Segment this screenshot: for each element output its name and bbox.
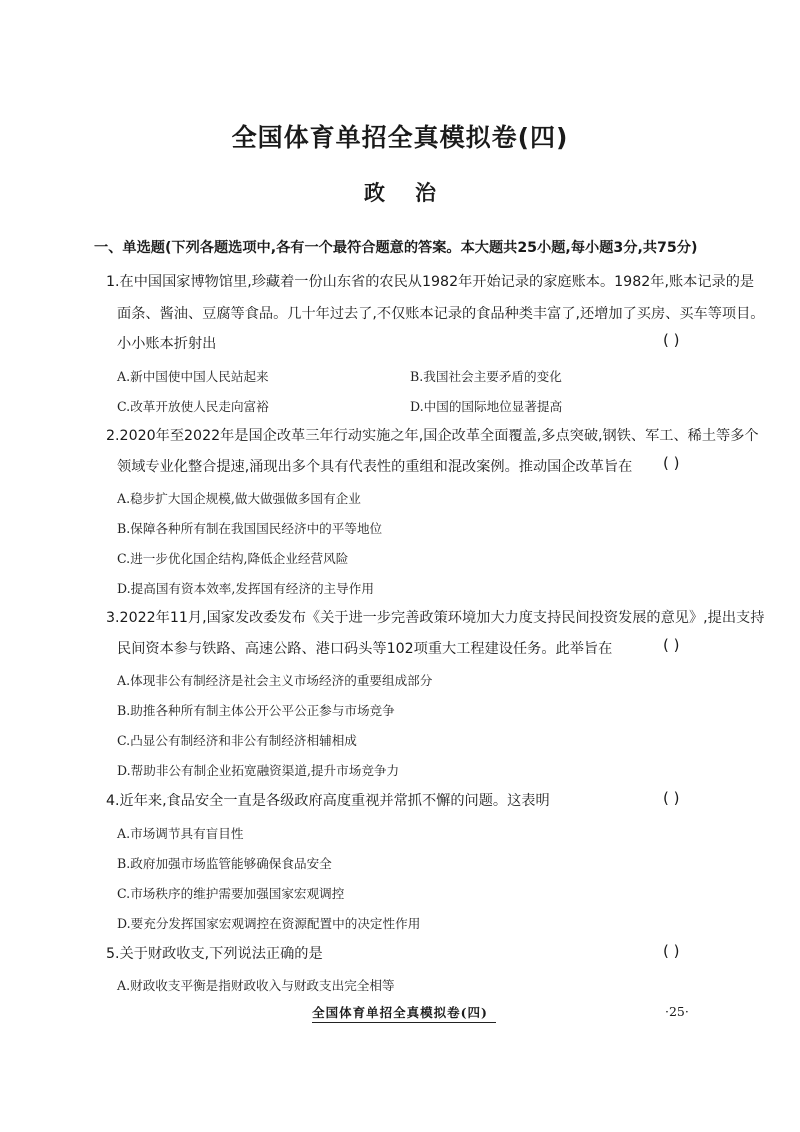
subject-title: 政治	[364, 181, 466, 205]
question-4-option-b: B.政府加强市场监管能够确保食品安全	[117, 856, 332, 871]
question-1-option-b: B.我国社会主要矛盾的变化	[410, 369, 562, 384]
question-4-option-a: A.市场调节具有盲目性	[117, 826, 244, 841]
question-1-stem-line-1: 1.在中国国家博物馆里,珍藏着一份山东省的农民从1982年开始记录的家庭账本。1982年,账本记录的是	[106, 274, 755, 290]
question-5-option-a: A.财政收支平衡是指财政收入与财政支出完全相等	[117, 978, 395, 993]
question-3-stem-line-1: 3.2022年11月,国家发改委发布《关于进一步完善政策环境加大力度支持民间投资发展的意见》,提出支持	[106, 610, 765, 626]
question-5-answer-paren: ( )	[663, 942, 680, 960]
question-1-option-c: C.改革开放使人民走向富裕	[117, 399, 269, 414]
question-3-option-c: C.凸显公有制经济和非公有制经济相辅相成	[117, 733, 357, 748]
question-2-answer-paren: ( )	[663, 454, 680, 472]
question-4-option-d: D.要充分发挥国家宏观调控在资源配置中的决定性作用	[117, 916, 421, 931]
exam-title: 全国体育单招全真模拟卷(四)	[231, 123, 569, 152]
question-2-option-d: D.提高国有资本效率,发挥国有经济的主导作用	[117, 581, 374, 596]
footer-underline	[312, 1022, 496, 1023]
question-1-option-d: D.中国的国际地位显著提高	[410, 399, 563, 414]
question-2-option-c: C.进一步优化国企结构,降低企业经营风险	[117, 551, 349, 566]
question-2-option-a: A.稳步扩大国企规模,做大做强做多国有企业	[117, 491, 361, 506]
question-2-option-b: B.保障各种所有制在我国国民经济中的平等地位	[117, 521, 383, 536]
section-heading: 一、单选题(下列各题选项中,各有一个最符合题意的答案。本大题共25小题,每小题3分,共75分)	[94, 240, 698, 256]
question-1-stem-line-2: 面条、酱油、豆腐等食品。几十年过去了,不仅账本记录的食品种类丰富了,还增加了买房、买车等项目。	[117, 306, 765, 322]
question-1-stem-line-3: 小小账本折射出	[117, 336, 217, 352]
footer-title: 全国体育单招全真模拟卷(四)	[312, 1005, 488, 1020]
question-2-stem-line-1: 2.2020年至2022年是国企改革三年行动实施之年,国企改革全面覆盖,多点突破,钢铁、军工、稀土等多个	[106, 428, 759, 444]
page-number: ·25·	[665, 1004, 689, 1019]
question-3-stem-line-2: 民间资本参与铁路、高速公路、港口码头等102项重大工程建设任务。此举旨在	[117, 641, 613, 657]
question-3-option-d: D.帮助非公有制企业拓宽融资渠道,提升市场竞争力	[117, 763, 400, 778]
question-5-stem-line-1: 5.关于财政收支,下列说法正确的是	[106, 946, 323, 962]
question-1-option-a: A.新中国使中国人民站起来	[117, 369, 269, 384]
question-3-answer-paren: ( )	[663, 636, 680, 654]
question-4-answer-paren: ( )	[663, 789, 680, 807]
question-3-option-b: B.助推各种所有制主体公开公平公正参与市场竞争	[117, 703, 395, 718]
question-2-stem-line-2: 领域专业化整合提速,涌现出多个具有代表性的重组和混改案例。推动国企改革旨在	[117, 459, 633, 475]
question-4-option-c: C.市场秩序的维护需要加强国家宏观调控	[117, 886, 345, 901]
question-3-option-a: A.体现非公有制经济是社会主义市场经济的重要组成部分	[117, 673, 433, 688]
question-1-answer-paren: ( )	[663, 331, 680, 349]
question-4-stem-line-1: 4.近年来,食品安全一直是各级政府高度重视并常抓不懈的问题。这表明	[106, 793, 550, 809]
